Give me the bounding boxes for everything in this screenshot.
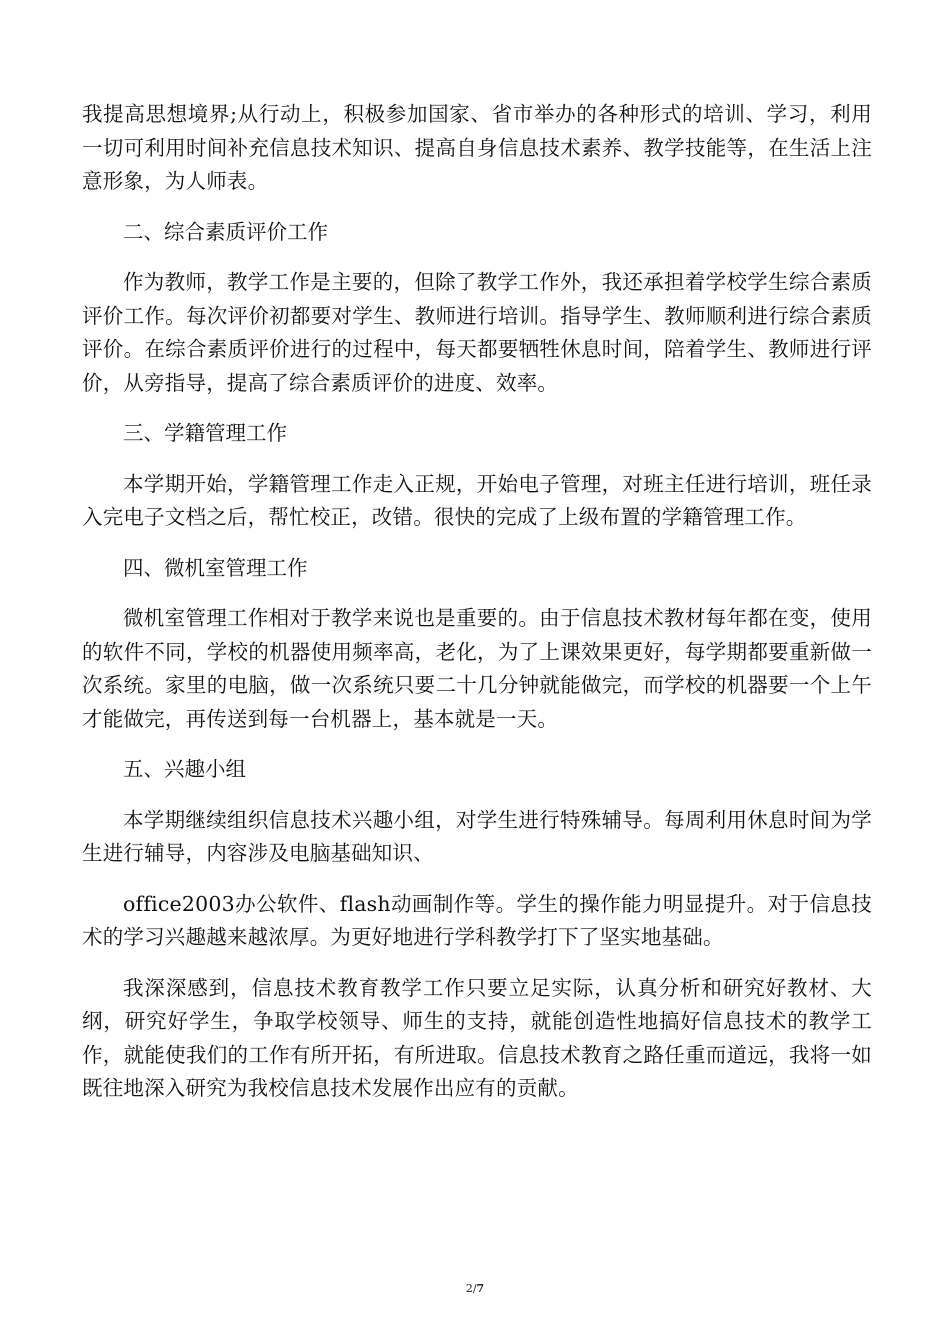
current-page-number: 2 <box>465 1282 473 1295</box>
body-paragraph: 本学期继续组织信息技术兴趣小组，对学生进行特殊辅导。每周利用休息时间为学生进行辅导，内容涉及电脑基础知识、 <box>82 807 872 865</box>
body-paragraph: office2003办公软件、flash动画制作等。学生的操作能力明显提升。对于信息技术的学习兴趣越来越浓厚。为更好地进行学科教学打下了坚实地基础。 <box>82 891 872 949</box>
page-number <box>0 1282 950 1295</box>
body-paragraph: 微机室管理工作相对于教学来说也是重要的。由于信息技术教材每年都在变，使用的软件不同，学校的机器使用频率高，老化，为了上课效果更好，每学期都要重新做一次系统。家里的电脑，做一次系统只要二十几分钟就能做完，而学校的机器要一个上午才能做完，再传送到每一台机器上，基本就是一天。 <box>82 606 872 731</box>
section-heading: 二、综合素质评价工作 <box>123 219 328 244</box>
body-paragraph: 我提高思想境界;从行动上，积极参加国家、省市举办的各种形式的培训、学习，利用一切可利用时间补充信息技术知识、提高自身信息技术素养、教学技能等，在生活上注意形象，为人师表。 <box>82 102 872 193</box>
total-page-count: 7 <box>476 1282 485 1295</box>
section-heading: 四、微机室管理工作 <box>123 555 308 580</box>
body-paragraph: 作为教师，教学工作是主要的，但除了教学工作外，我还承担着学校学生综合素质评价工作。每次评价初都要对学生、教师进行培训。指导学生、教师顺利进行综合素质评价。在综合素质评价进行的过程中，每天都要牺牲休息时间，陪着学生、教师进行评价，从旁指导，提高了综合素质评价的进度、效率。 <box>82 270 872 395</box>
body-paragraph: 我深深感到，信息技术教育教学工作只要立足实际，认真分析和研究好教材、大纲，研究好学生，争取学校领导、师生的支持，就能创造性地搞好信息技术的教学工作，就能使我们的工作有所开拓，有所进取。信息技术教育之路任重而道远，我将一如既往地深入研究为我校信息技术发展作出应有的贡献。 <box>82 975 872 1100</box>
section-heading: 五、兴趣小组 <box>123 757 246 781</box>
page-separator: / <box>472 1282 477 1295</box>
document-body <box>82 98 872 1123</box>
body-paragraph: 本学期开始，学籍管理工作走入正规，开始电子管理，对班主任进行培训，班任录入完电子文档之后，帮忙校正，改错。很快的完成了上级布置的学籍管理工作。 <box>82 471 872 529</box>
section-heading: 三、学籍管理工作 <box>123 421 287 445</box>
